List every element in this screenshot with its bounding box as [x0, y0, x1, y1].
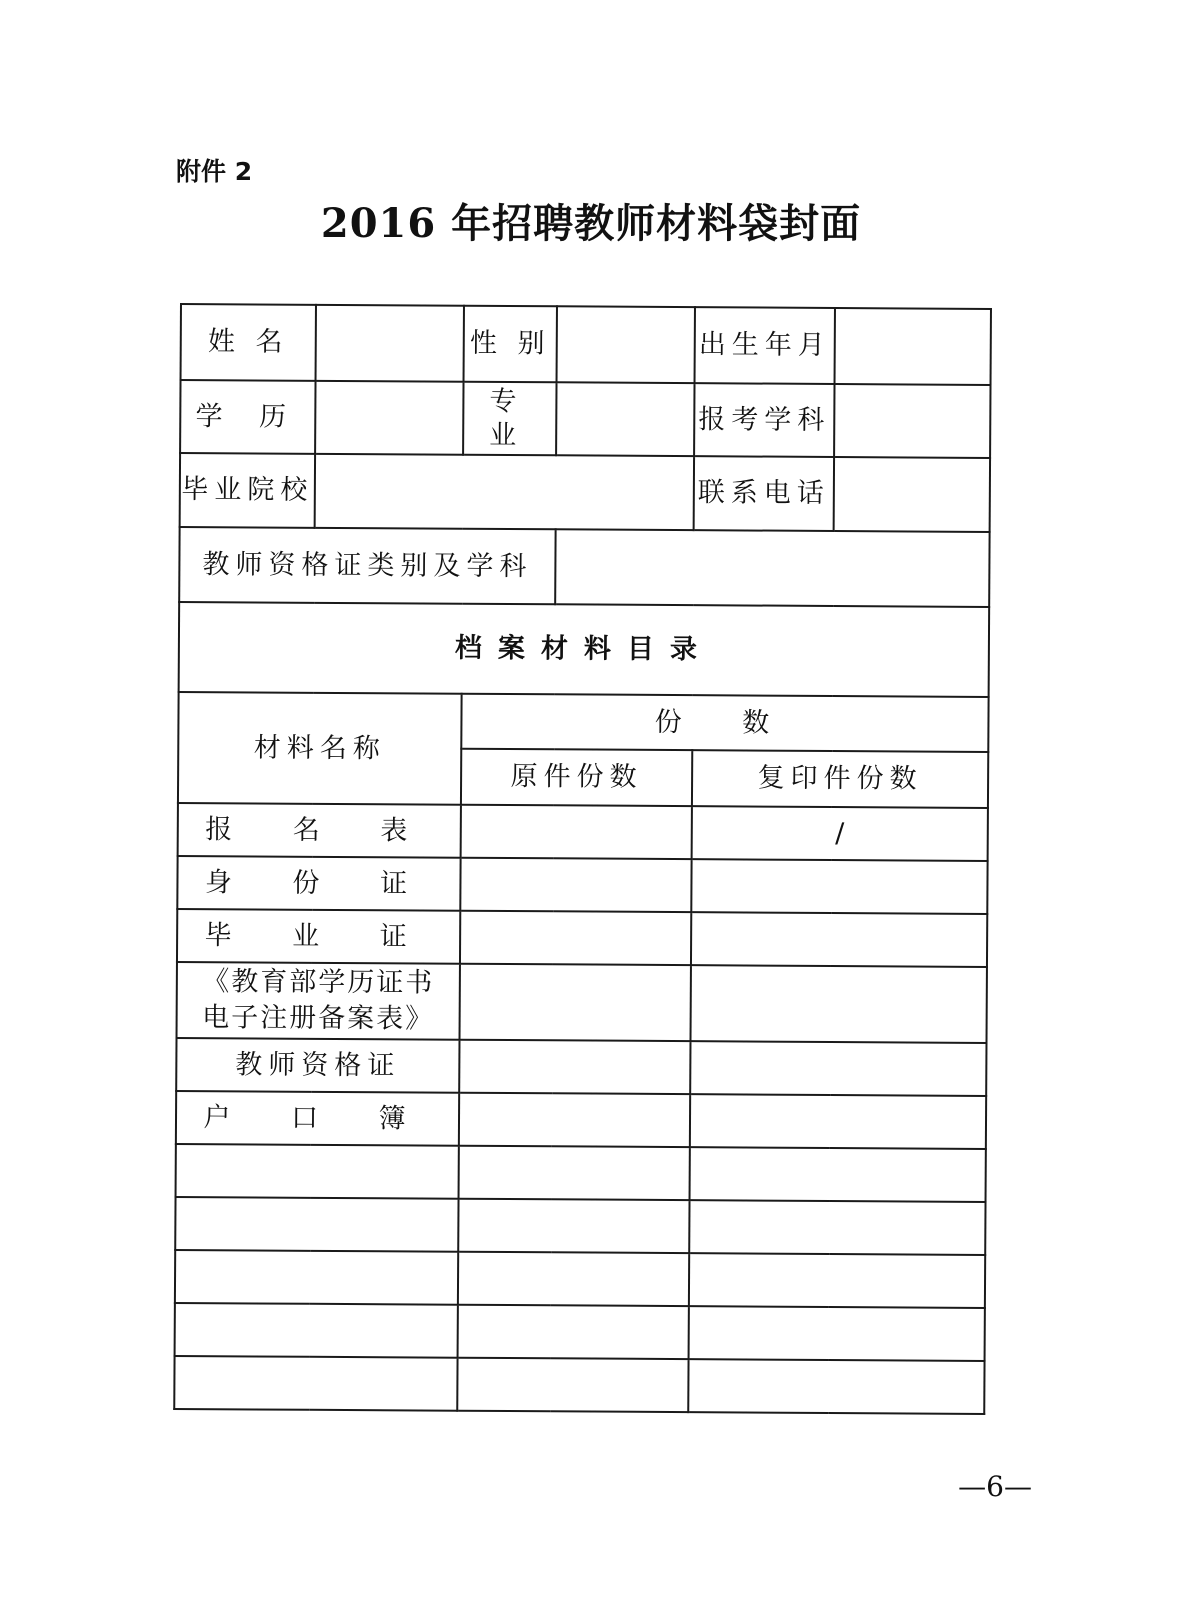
page-number: —6—: [958, 1470, 1032, 1503]
education-label: 学 历: [180, 380, 315, 454]
original-count-cell[interactable]: [460, 858, 691, 912]
material-name-cell: 户 口 簿: [176, 1091, 459, 1146]
attachment-label: 附件 2: [176, 157, 253, 186]
original-count-cell[interactable]: [460, 911, 691, 965]
material-name-cell: [175, 1303, 458, 1358]
material-name-cell: [174, 1356, 457, 1411]
birth-date-label: 出生年月: [695, 307, 835, 384]
name-field[interactable]: [316, 305, 464, 382]
original-count-cell[interactable]: [460, 964, 691, 1041]
phone-label: 联系电话: [694, 456, 834, 531]
photocopy-count-cell[interactable]: [689, 1253, 985, 1308]
photocopy-count-cell[interactable]: [690, 1147, 986, 1202]
catalog-title-row: [179, 602, 990, 697]
catalog-row: [174, 1356, 984, 1414]
photocopy-copies-header: 复印件份数: [692, 750, 988, 808]
original-count-cell[interactable]: [461, 805, 692, 859]
catalog-header-row-1: [178, 692, 988, 752]
material-name-cell: 《教育部学历证书电子注册备案表》: [177, 962, 460, 1040]
photocopy-count-cell[interactable]: [690, 1041, 986, 1096]
original-count-cell[interactable]: [457, 1358, 688, 1412]
original-count-cell[interactable]: [459, 1040, 690, 1094]
material-name-header: 材料名称: [178, 692, 462, 805]
catalog-row: [176, 1091, 986, 1149]
name-label: 姓 名: [181, 304, 316, 381]
birth-date-field[interactable]: [835, 308, 991, 385]
material-name-cell: 身 份 证: [177, 856, 460, 911]
catalog-row: [177, 962, 987, 1043]
catalog-row: [175, 1250, 985, 1308]
gender-label: 性 别: [464, 306, 557, 383]
material-name-cell: [176, 1144, 459, 1199]
document-title: 2016 年招聘教师材料袋封面: [320, 200, 862, 247]
cert-type-label: 教师资格证类别及学科: [179, 527, 555, 604]
original-count-cell[interactable]: [458, 1199, 689, 1253]
photocopy-count-cell[interactable]: [691, 912, 987, 967]
cert-type-field[interactable]: [555, 529, 989, 607]
major-field[interactable]: [556, 382, 694, 456]
catalog-row: [175, 1303, 985, 1361]
catalog-row: [177, 856, 987, 914]
catalog-row: [177, 909, 987, 967]
original-count-cell[interactable]: [458, 1305, 689, 1359]
phone-field[interactable]: [834, 457, 990, 532]
photocopy-count-cell[interactable]: [688, 1359, 984, 1414]
catalog-row: [176, 1144, 986, 1202]
school-field[interactable]: [315, 454, 694, 530]
subject-field[interactable]: [834, 384, 990, 458]
info-row-2: [180, 380, 990, 458]
photocopy-count-cell[interactable]: [691, 965, 987, 1043]
major-label: 专 业: [463, 382, 556, 456]
original-count-cell[interactable]: [459, 1146, 690, 1200]
catalog-items: [174, 803, 988, 1414]
materials-cover-form: [173, 303, 992, 1415]
material-name-cell: 教师资格证: [176, 1038, 459, 1093]
material-name-cell: [175, 1250, 458, 1305]
photocopy-count-cell[interactable]: [691, 859, 987, 914]
catalog-row: [176, 1038, 986, 1096]
original-count-cell[interactable]: [459, 1093, 690, 1147]
material-name-cell: [175, 1197, 458, 1252]
photocopy-count-cell[interactable]: [689, 1200, 985, 1255]
original-count-cell[interactable]: [458, 1252, 689, 1306]
education-field[interactable]: [315, 381, 463, 455]
photocopy-count-cell[interactable]: /: [692, 806, 988, 861]
original-copies-header: 原件份数: [461, 749, 692, 806]
school-label: 毕业院校: [180, 453, 315, 528]
gender-field[interactable]: [557, 306, 695, 383]
info-row-4: [179, 527, 989, 607]
catalog-row: [178, 803, 988, 861]
catalog-section-title: 档案材料目录: [179, 602, 990, 697]
material-name-cell: 报 名 表: [178, 803, 461, 858]
info-row-1: [181, 304, 991, 385]
photocopy-count-cell[interactable]: [690, 1094, 986, 1149]
material-name-cell: 毕 业 证: [177, 909, 460, 964]
info-row-3: [180, 453, 990, 532]
copies-header: 份 数: [461, 694, 988, 752]
subject-label: 报考学科: [694, 383, 834, 457]
photocopy-count-cell[interactable]: [689, 1306, 985, 1361]
catalog-row: [175, 1197, 985, 1255]
